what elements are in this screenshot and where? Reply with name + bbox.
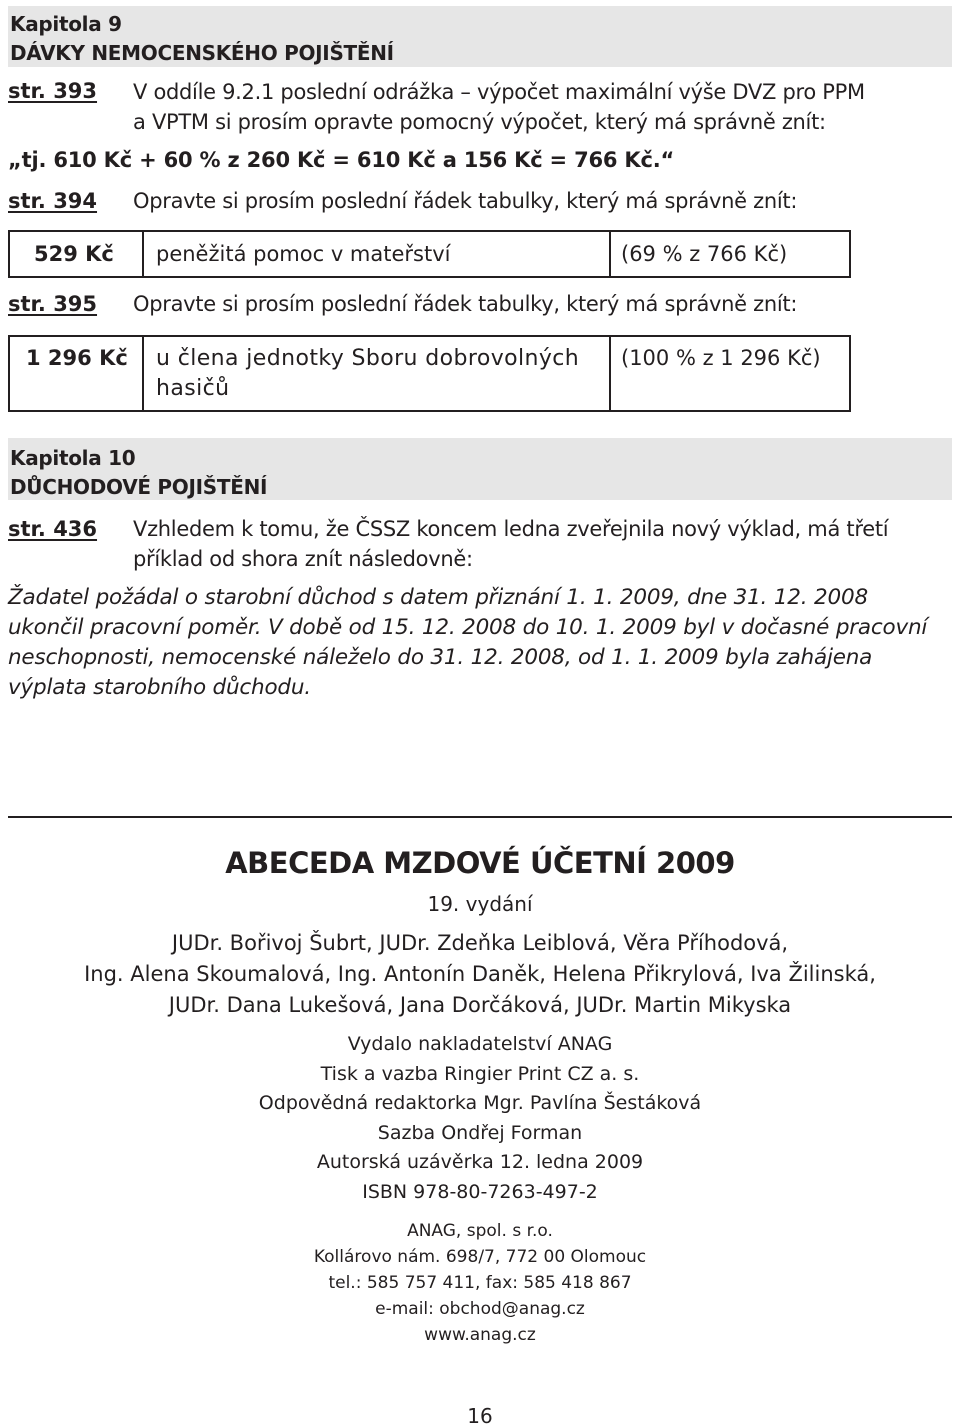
divider-line <box>8 816 952 818</box>
table-row-395 <box>8 335 851 412</box>
contact-email: e-mail: obchod@anag.cz <box>375 1299 585 1319</box>
example-line: ukončil pracovní poměr. V době od 15. 12. 2008 do 10. 1. 2009 byl v dočasné pracovní <box>8 615 928 640</box>
page-ref-394: str. 394 <box>8 189 98 213</box>
contact-website: www.anag.cz <box>424 1325 536 1345</box>
example-line: Žadatel požádal o starobní důchod s datem přiznání 1. 1. 2009, dne 31. 12. 2008 <box>8 585 868 610</box>
imprint-isbn: ISBN 978-80-7263-497-2 <box>362 1180 598 1203</box>
table-row-394 <box>8 230 851 278</box>
authors-line: JUDr. Dana Lukešová, Jana Dorčáková, JUDr. Martin Mikyska <box>168 993 792 1017</box>
imprint-typesetting: Sazba Ondřej Forman <box>377 1121 583 1144</box>
page-number: 16 <box>467 1404 493 1428</box>
chapter-10-title: DŮCHODOVÉ POJIŠTĚNÍ <box>10 475 268 499</box>
row-395-label-line-2: hasičů <box>156 376 230 401</box>
correction-393-line-2: a VPTM si prosím opravte pomocný výpočet, který má správně znít: <box>133 110 826 134</box>
correction-393-text <box>133 77 865 137</box>
row-394-note: (69 % z 766 Kč) <box>610 231 850 277</box>
imprint-publisher: Vydalo nakladatelství ANAG <box>347 1033 613 1055</box>
contact-company: ANAG, spol. s r.o. <box>407 1221 553 1241</box>
publisher-contact <box>0 1218 960 1348</box>
row-394-amount: 529 Kč <box>9 231 143 277</box>
contact-phone: tel.: 585 757 411, fax: 585 418 867 <box>328 1273 632 1293</box>
row-395-note: (100 % z 1 296 Kč) <box>610 336 850 411</box>
imprint-editor: Odpovědná redaktorka Mgr. Pavlína Šestáková <box>258 1092 702 1114</box>
correction-393-formula: „tj. 610 Kč + 60 % z 260 Kč = 610 Kč a 156 Kč = 766 Kč.“ <box>8 148 675 172</box>
imprint <box>0 1030 960 1207</box>
authors-line: Ing. Alena Skoumalová, Ing. Antonín Daněk, Helena Přikrylová, Iva Žilinská, <box>84 962 876 986</box>
book-title: ABECEDA MZDOVÉ ÚČETNÍ 2009 <box>225 846 735 880</box>
edition: 19. vydání <box>427 892 533 916</box>
example-line: výplata starobního důchodu. <box>8 675 311 700</box>
row-395-amount: 1 296 Kč <box>9 336 143 411</box>
chapter-9-title: DÁVKY NEMOCENSKÉHO POJIŠTĚNÍ <box>10 41 394 65</box>
row-394-label: peněžitá pomoc v mateřství <box>143 231 610 277</box>
correction-436-line-1: Vzhledem k tomu, že ČSSZ koncem ledna zveřejnila nový výklad, má třetí <box>133 517 889 541</box>
imprint-deadline: Autorská uzávěrka 12. ledna 2009 <box>316 1151 644 1173</box>
correction-436-text <box>133 514 888 574</box>
example-line: neschopnosti, nemocenské náleželo do 31. 12. 2008, od 1. 1. 2009 byla zahájena <box>8 645 873 670</box>
chapter-10-heading <box>8 438 952 500</box>
contact-address: Kollárovo nám. 698/7, 772 00 Olomouc <box>313 1247 647 1267</box>
correction-394-text: Opravte si prosím poslední řádek tabulky, který má správně znít: <box>133 189 798 213</box>
chapter-9-number: Kapitola 9 <box>10 12 122 36</box>
row-395-label-line-1: u člena jednotky Sboru dobrovolných <box>156 346 580 371</box>
chapter-10-number: Kapitola 10 <box>10 446 136 470</box>
imprint-printer: Tisk a vazba Ringier Print CZ a. s. <box>320 1062 640 1085</box>
correction-395-text: Opravte si prosím poslední řádek tabulky, který má správně znít: <box>133 292 798 316</box>
page-ref-395: str. 395 <box>8 292 98 316</box>
correction-393-line-1: V oddíle 9.2.1 poslední odrážka – výpočet maximální výše DVZ pro PPM <box>133 80 865 104</box>
authors <box>0 928 960 1021</box>
page-ref-436: str. 436 <box>8 517 98 541</box>
page-ref-393: str. 393 <box>8 79 98 103</box>
chapter-9-heading <box>8 6 952 67</box>
row-395-label <box>143 336 610 411</box>
authors-line: JUDr. Bořivoj Šubrt, JUDr. Zdeňka Leiblová, Věra Příhodová, <box>171 931 789 955</box>
correction-436-example <box>8 583 958 703</box>
correction-436-line-2: příklad od shora znít následovně: <box>133 547 473 571</box>
